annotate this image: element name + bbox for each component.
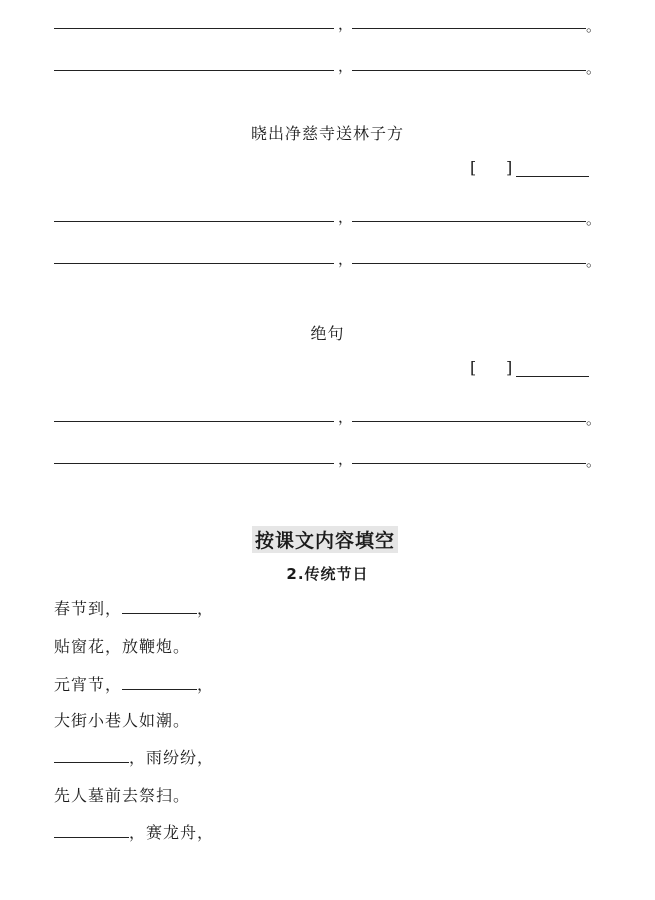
period: 。 xyxy=(586,410,602,428)
answer-line[interactable] xyxy=(352,463,586,464)
answer-line[interactable] xyxy=(352,28,586,29)
comma: ， xyxy=(338,450,354,468)
fill-blank[interactable] xyxy=(54,823,129,838)
section-subheading: 2.传统节日 xyxy=(286,565,369,583)
verse-text: ， xyxy=(197,599,215,618)
period: 。 xyxy=(586,210,602,228)
answer-line[interactable] xyxy=(54,28,334,29)
verse-line xyxy=(54,822,214,844)
fill-blank[interactable] xyxy=(54,748,129,763)
poem-title: 晓出净慈寺送林子方 xyxy=(250,124,404,143)
verse-line: 贴窗花，放鞭炮。 xyxy=(54,637,191,656)
period: 。 xyxy=(586,452,602,470)
verse-text: 春节到， xyxy=(54,599,123,618)
answer-line[interactable] xyxy=(54,70,334,71)
bracket-open: [ xyxy=(470,158,477,177)
verse-text: ， xyxy=(197,675,215,694)
fill-blank[interactable] xyxy=(122,675,197,690)
verse-text: 元宵节， xyxy=(54,675,123,694)
period: 。 xyxy=(586,252,602,270)
answer-line[interactable] xyxy=(54,263,334,264)
period: 。 xyxy=(586,59,602,77)
answer-line[interactable] xyxy=(352,263,586,264)
answer-line[interactable] xyxy=(352,70,586,71)
verse-line xyxy=(54,598,214,620)
poem-title: 绝句 xyxy=(310,324,345,343)
dynasty-author-blank[interactable] xyxy=(516,176,589,177)
comma: ， xyxy=(338,250,354,268)
verse-text: ，赛龙舟， xyxy=(129,823,215,842)
section-heading: 按课文内容填空 xyxy=(252,526,398,553)
answer-line[interactable] xyxy=(54,221,334,222)
dynasty-author-blank[interactable] xyxy=(516,376,589,377)
verse-line xyxy=(54,674,214,696)
comma: ， xyxy=(338,57,354,75)
bracket-close: ] xyxy=(506,358,513,377)
period: 。 xyxy=(586,17,602,35)
answer-line[interactable] xyxy=(54,463,334,464)
verse-line: 大街小巷人如潮。 xyxy=(54,711,191,730)
comma: ， xyxy=(338,408,354,426)
verse-line xyxy=(54,747,214,769)
verse-line: 先人墓前去祭扫。 xyxy=(54,786,191,805)
fill-blank[interactable] xyxy=(122,599,197,614)
bracket-close: ] xyxy=(506,158,513,177)
verse-text: ，雨纷纷， xyxy=(129,748,215,767)
answer-line[interactable] xyxy=(54,421,334,422)
comma: ， xyxy=(338,208,354,226)
bracket-open: [ xyxy=(470,358,477,377)
comma: ， xyxy=(338,15,354,33)
answer-line[interactable] xyxy=(352,421,586,422)
answer-line[interactable] xyxy=(352,221,586,222)
